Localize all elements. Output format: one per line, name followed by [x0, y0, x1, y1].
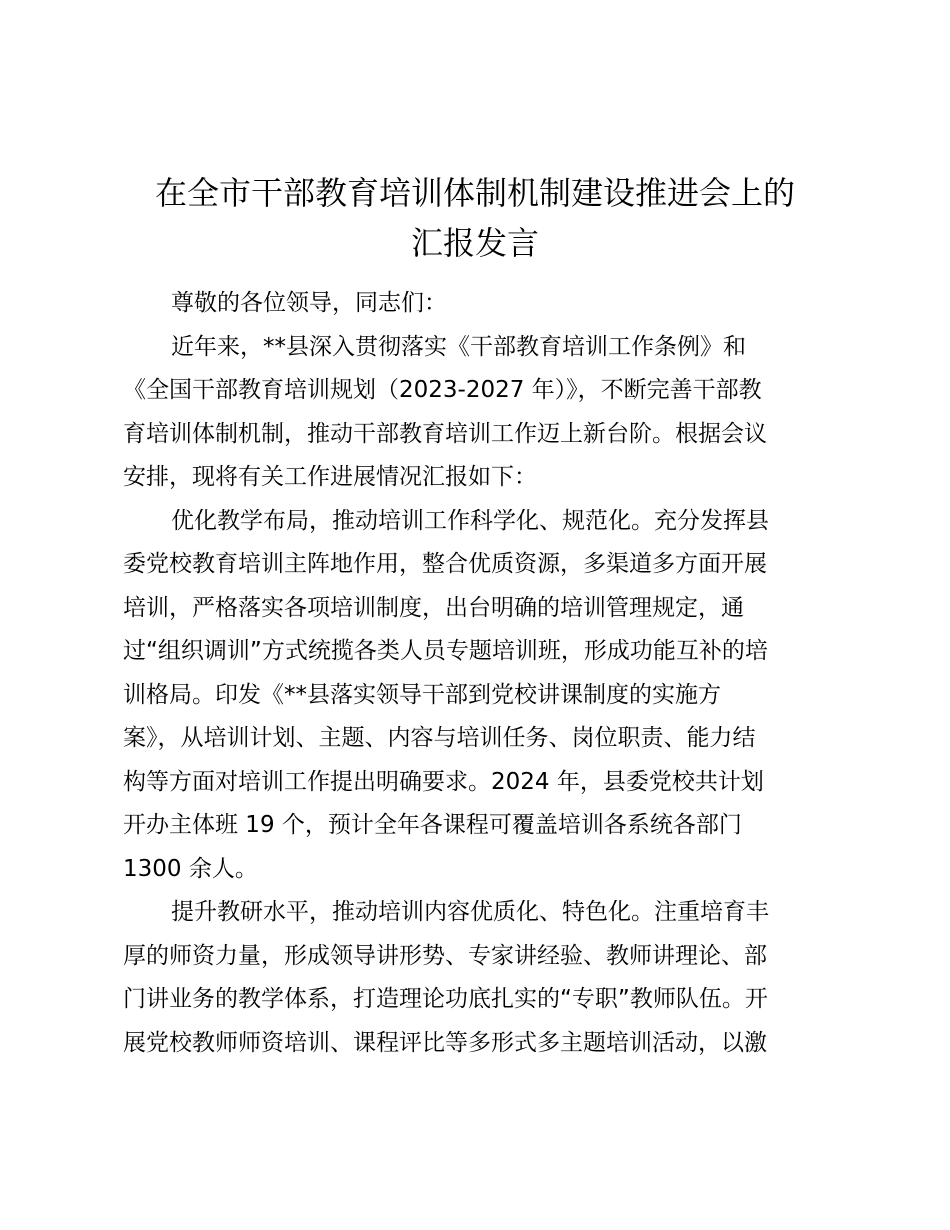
paragraph-line: 《全国干部教育培训规划（2023-2027 年）》，不断完善干部教: [123, 377, 762, 403]
paragraph-line: 厚的师资力量，形成领导讲形势、专家讲经验、教师讲理论、部: [123, 942, 767, 969]
paragraph-intro: [123, 326, 843, 500]
paragraph-line: 近年来，**县深入贯彻落实《干部教育培训工作条例》和: [171, 333, 746, 360]
paragraph-line: 案》，从培训计划、主题、内容与培训任务、岗位职责、能力结: [123, 725, 756, 751]
paragraph-line: 培训，严格落实各项培训制度，出台明确的培训管理规定，通: [123, 594, 744, 621]
paragraph-line: 育培训体制机制，推动干部教育培训工作迈上新台阶。根据会议: [123, 420, 767, 447]
paragraph-line: 1300 余人。: [123, 855, 258, 882]
salutation: 尊敬的各位领导，同志们：: [171, 290, 447, 316]
paragraph-line: 门讲业务的教学体系，打造理论功底扎实的“专职”教师队伍。开: [123, 986, 768, 1012]
paragraph-teaching-layout: [123, 500, 843, 892]
document-body: [123, 282, 843, 1065]
document-title: [110, 168, 840, 268]
paragraph-line: 开办主体班 19 个，预计全年各课程可覆盖培训各系统各部门: [123, 812, 742, 838]
paragraph-teaching-research: [123, 891, 843, 1065]
paragraph-line: 安排，现将有关工作进展情况汇报如下：: [123, 464, 537, 490]
title-line: 汇报发言: [410, 224, 539, 262]
paragraph-line: 展党校教师师资培训、课程评比等多形式多主题培训活动，以激: [123, 1029, 767, 1056]
title-line: 在全市干部教育培训体制机制建设推进会上的: [154, 174, 795, 212]
paragraph-line: 过“组织调训”方式统揽各类人员专题培训班，形成功能互补的培: [123, 638, 768, 664]
paragraph-line: 委党校教育培训主阵地作用，整合优质资源，多渠道多方面开展: [123, 551, 767, 577]
paragraph-line: 提升教研水平，推动培训内容优质化、特色化。注重培育丰: [171, 899, 769, 925]
paragraph-line: 训格局。印发《**县落实领导干部到党校讲课制度的实施方: [123, 681, 721, 708]
paragraph-line: 构等方面对培训工作提出明确要求。2024 年，县委党校共计划: [123, 768, 764, 795]
paragraph-line: 优化教学布局，推动培训工作科学化、规范化。充分发挥县: [171, 507, 769, 534]
